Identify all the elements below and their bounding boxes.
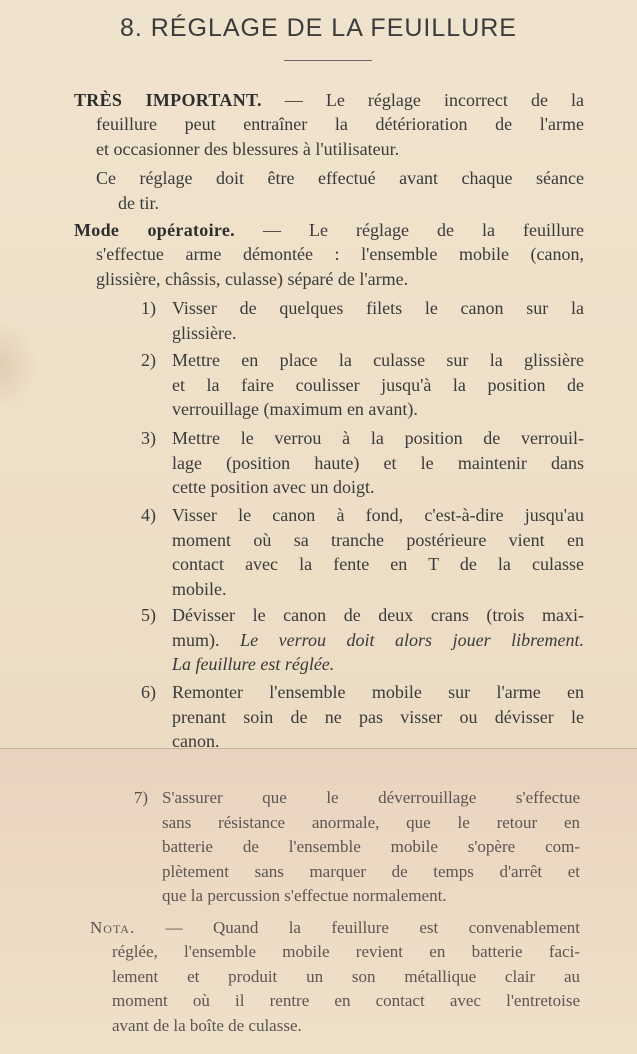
step-number: 6) (141, 682, 156, 702)
step-emphasis: La feuillure est réglée. (172, 654, 335, 674)
step-line: mobile. (172, 578, 227, 599)
paper-stain (0, 320, 38, 410)
step-line: lage (position haute) et le maintenir dans (172, 452, 584, 473)
step-line: sans résistance anormale, que le retour en (162, 812, 580, 832)
step-number: 5) (141, 605, 156, 625)
step-number: 1) (141, 298, 156, 318)
step-emphasis: Le verrou doit alors jouer librement. (240, 629, 584, 650)
step-4 (172, 503, 584, 601)
nota-line: moment où il rentre en contact avec l'entretoise (112, 991, 580, 1010)
step-line: que la percussion s'effectue normalement. (162, 886, 447, 905)
nota-line: avant de la boîte de culasse. (112, 1015, 302, 1035)
mode-line-3: glissière, châssis, culasse) séparé de l'arme. (96, 268, 409, 289)
step-line: prenant soin de ne pas visser ou dévisser le (172, 706, 584, 727)
important-paragraph (74, 88, 584, 113)
nota-line: réglée, l'ensemble mobile revient en batterie faci- (112, 942, 580, 961)
step-line: Mettre le verrou à la position de verrouil- (172, 428, 584, 448)
step-line: mum). (172, 629, 241, 650)
page-title: 8. RÉGLAGE DE LA FEUILLURE (120, 14, 517, 42)
mode-line-1: — Le réglage de la feuillure (234, 220, 584, 240)
step-1 (172, 296, 584, 345)
mode-continuation (96, 242, 584, 291)
step-5 (172, 603, 584, 677)
nota-continuation (112, 940, 580, 1038)
step-number: 7) (133, 788, 148, 807)
important-line-1: — Le réglage incorrect de la (261, 90, 585, 110)
mode-label: Mode opératoire. (74, 220, 235, 240)
nota-label: Nota. (90, 918, 136, 937)
step-line: plètement sans marquer de temps d'arrêt et (162, 861, 580, 881)
title-underline (284, 60, 372, 61)
step-line: Visser le canon à fond, c'est-à-dire jusqu'au (172, 505, 584, 525)
step-line: moment où sa tranche postérieure vient en (172, 529, 584, 550)
step-2 (172, 348, 584, 422)
step-number: 3) (141, 428, 156, 448)
step-line: S'assurer que le déverrouillage s'effectue (162, 788, 580, 807)
important-line-2: feuillure peut entraîner la détérioration de l'arme (96, 114, 584, 134)
step-line: contact avec la fente en T de la culasse (172, 554, 584, 574)
nota-line: lement et produit un son métallique clair au (112, 966, 580, 986)
step-line: Remonter l'ensemble mobile sur l'arme en (172, 682, 584, 702)
step-line: canon. (172, 731, 220, 751)
step-line: batterie de l'ensemble mobile s'opère com- (162, 837, 580, 856)
important-note-line-2: de tir. (118, 192, 159, 213)
step-line: verrouillage (maximum en avant). (172, 399, 418, 419)
important-line-3: et occasionner des blessures à l'utilisateur. (96, 138, 400, 159)
step-number: 2) (141, 350, 156, 370)
mode-paragraph (74, 218, 584, 243)
important-continuation (96, 112, 584, 161)
important-label: TRÈS IMPORTANT. (74, 90, 262, 110)
step-number: 4) (141, 505, 156, 525)
step-6 (172, 680, 584, 754)
step-line: Dévisser le canon de deux crans (trois maxi- (172, 605, 584, 625)
nota-paragraph (90, 916, 580, 941)
important-note (96, 166, 584, 215)
important-note-line-1: Ce réglage doit être effectué avant chaque séance (96, 168, 584, 188)
mode-line-2: s'effectue arme démontée : l'ensemble mobile (canon, (96, 244, 584, 264)
step-line: cette position avec un doigt. (172, 477, 375, 497)
step-line: Visser de quelques filets le canon sur la (172, 298, 584, 318)
step-7 (162, 786, 580, 909)
step-3 (172, 426, 584, 500)
step-line: Mettre en place la culasse sur la glissière (172, 350, 584, 370)
step-line: et la faire coulisser jusqu'à la position de (172, 374, 584, 395)
nota-line-1: — Quand la feuillure est convenablement (135, 918, 580, 937)
step-line: glissière. (172, 322, 237, 343)
